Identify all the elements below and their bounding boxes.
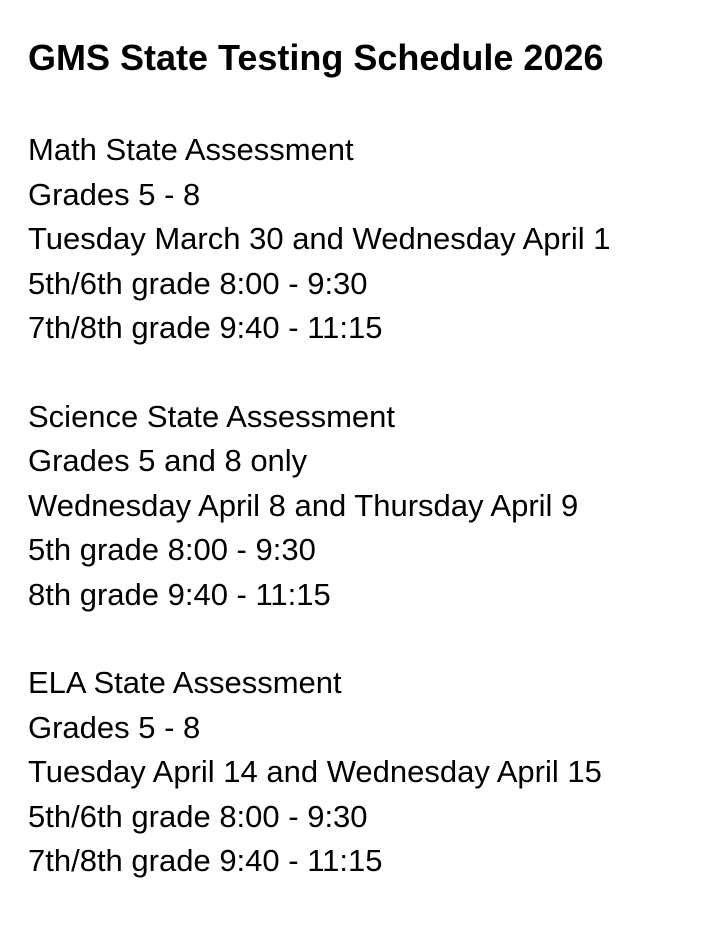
math-assessment-section bbox=[28, 128, 708, 351]
time-slot: 8th grade 9:40 - 11:15 bbox=[28, 576, 331, 612]
ela-assessment-section bbox=[28, 661, 708, 884]
assessment-name: ELA State Assessment bbox=[28, 665, 342, 700]
assessment-name: Math State Assessment bbox=[28, 132, 354, 167]
grades-line: Grades 5 - 8 bbox=[28, 176, 201, 212]
assessment-name: Science State Assessment bbox=[28, 398, 396, 434]
grades-line: Grades 5 and 8 only bbox=[28, 443, 308, 478]
time-slot: 7th/8th grade 9:40 - 11:15 bbox=[28, 310, 383, 345]
dates-line: Wednesday April 8 and Thursday April 9 bbox=[28, 487, 579, 523]
document-page bbox=[28, 36, 708, 928]
grades-line: Grades 5 - 8 bbox=[28, 709, 201, 745]
time-slot: 5th/6th grade 8:00 - 9:30 bbox=[28, 798, 368, 834]
dates-line: Tuesday April 14 and Wednesday April 15 bbox=[28, 754, 602, 789]
dates-line: Tuesday March 30 and Wednesday April 1 bbox=[28, 221, 611, 256]
time-slot: 5th grade 8:00 - 9:30 bbox=[28, 532, 316, 567]
science-assessment-section bbox=[28, 395, 708, 618]
document-title: GMS State Testing Schedule 2026 bbox=[28, 37, 604, 78]
time-slot: 7th/8th grade 9:40 - 11:15 bbox=[28, 843, 383, 878]
time-slot: 5th/6th grade 8:00 - 9:30 bbox=[28, 265, 368, 301]
